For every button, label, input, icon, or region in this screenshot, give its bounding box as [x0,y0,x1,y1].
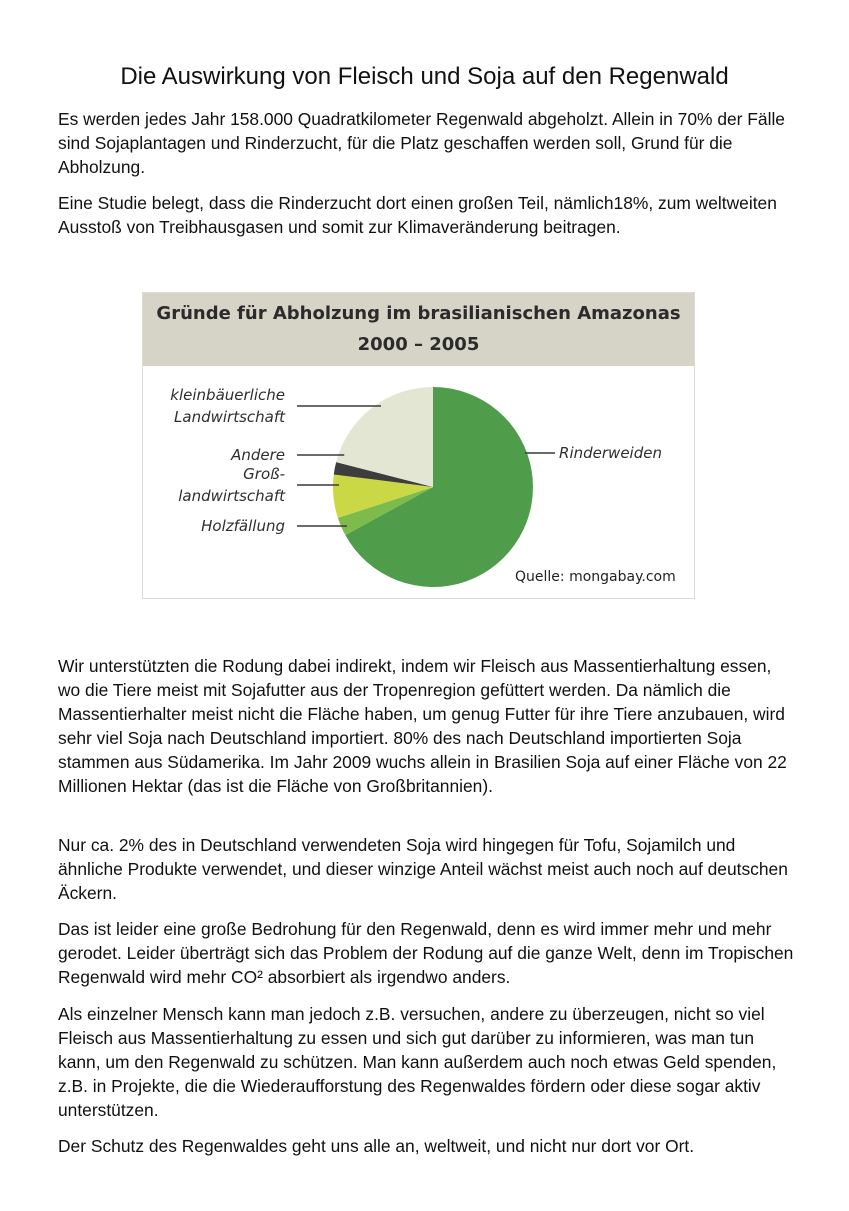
pie-label-andere: Andere [231,446,285,464]
pie-label-rinderweiden: Rinderweiden [559,444,662,462]
paragraph-study: Eine Studie belegt, dass die Rinderzucht dort einen großen Teil, nämlich18%, zum weltweiten Ausstoß von Treibhausgasen und somit zur Klimaveränderung beitragen. [58,193,777,237]
chart-source: Quelle: mongabay.com [515,569,676,585]
pie-chart [142,292,695,599]
chart-subtitle: 2000 – 2005 [357,334,480,355]
paragraph-tofu: Nur ca. 2% des in Deutschland verwendeten Soja wird hingegen für Tofu, Sojamilch und ähnliche Produkte verwendet, und dieser winzige Anteil wächst meist auch noch auf deutschen Äckern. [58,835,788,903]
paragraph-indirect-support: Wir unterstützten die Rodung dabei indirekt, indem wir Fleisch aus Massentierhaltung essen, wo die Tiere meist mit Sojafutter aus der Tropenregion gefüttert werden. Da nämlich die Massentierhalter meist nicht die Fläche haben, um genug Futter für ihre Tiere anzubauen, wird sehr viel Soja nach Deutschland importiert. 80% des nach Deutschland importierten Soja stammen aus Südamerika. Im Jahr 2009 wuchs allein in Brasilien Soja auf einer Fläche von 22 Millionen Hektar (das ist die Fläche von Großbritannien). [58,656,787,796]
pie-label-holzfaellung: Holzfällung [201,517,285,535]
chart-title: Gründe für Abholzung im brasilianischen Amazonas [156,303,681,324]
pie-chart-svg [143,293,696,600]
paragraph-conclusion: Der Schutz des Regenwaldes geht uns alle an, weltweit, und nicht nur dort vor Ort. [58,1136,695,1156]
pie-label-grosslandwirtschaft: Groß-landwirtschaft [178,465,285,505]
paragraph-threat: Das ist leider eine große Bedrohung für den Regenwald, denn es wird immer mehr und mehr gerodet. Leider überträgt sich das Problem der Rodung auf die ganze Welt, denn im Tropischen Regenwald wird mehr CO² absorbiert als irgendwo anders. [58,919,794,987]
paragraph-individual-action: Als einzelner Mensch kann man jedoch z.B. versuchen, andere zu überzeugen, nicht so viel Fleisch aus Massentierhaltung zu essen und sich gut darüber zu informieren, was man tun kann, um den Regenwald zu schützen. Man kann außerdem auch noch etwas Geld spenden, z.B. in Projekte, die die Wiederaufforstung des Regenwaldes fördern oder diese sogar aktiv unterstützen. [58,1004,777,1120]
paragraph-intro: Es werden jedes Jahr 158.000 Quadratkilometer Regenwald abgeholzt. Allein in 70% der Fälle sind Sojaplantagen und Rinderzucht, für die Platz geschaffen werden soll, Grund für die Abholzung. [58,109,785,177]
pie-label-kleinbaeuerliche-landwirtschaft: kleinbäuerliche Landwirtschaft [170,386,285,426]
document-title: Die Auswirkung von Fleisch und Soja auf den Regenwald [120,63,729,90]
